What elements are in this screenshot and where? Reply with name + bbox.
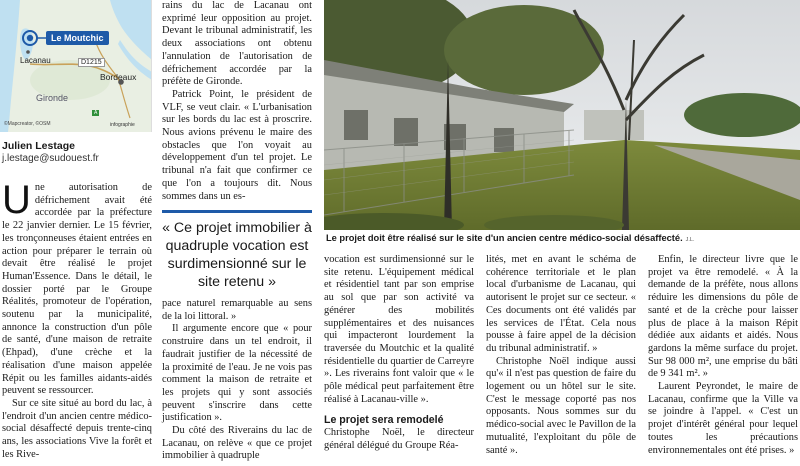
article-paragraph: Il argumente encore que « pour construire dans un tel endroit, il faudrait justifier de la nécessité de la proximité de l'eau. Je ne vois pas comment la maison de retraite et les projets qui y sont associés peuvent s'inscrire dans cette justification ». [162,323,312,424]
article-paragraph: vocation est surdimensionné sur le site retenu. L'équipement médical et résidentiel tant par son emprise au sol que par son activité va générer des mobilités supplémentaires et des nuisances qui impacteront lourdement la traversée du Moutchic et la qualité résidentielle du quartier de Carreyre ». Les riverains font valoir que « le pôle médical peut parfaitement être réalisé à Lacanau-ville ». [324,254,475,405]
article-paragraph: Patrick Point, le président de VLF, se veut clair. « L'urbanisation sur les bords du lac est à proscrire. Nous avions prévenu le maire des obstacles que l'on voyait au développement d'un tel projet. Le tribunal n'a fait que confirmer ce que l'on a toujours dit. Nous sommes dans un es- [162,88,312,202]
map-label-bordeaux: Bordeaux [100,72,137,82]
article-column-4 [486,254,636,457]
article-paragraph: Une autorisation de défrichement avait été accordée par la préfecture le 22 janvier dernier. Le 15 février, les tronçonneuses étaient entrées en action pour préparer le terrain où devait être réalisé le projet Human'Essence. Dans le détail, le dossier porté par le Groupe Réalités, promoteur de l'opération, soutenu par la municipalité, annonce la construction d'un pôle de santé, d'une maison de retraite (Ehpad), d'une crèche et la réalisation d'une maison appelée Répit ou les familles aidants-aidés peuvent se ressourcer. [2,178,152,397]
pull-quote-text: « Ce projet immobilier à quadruple vocation est surdimensionné sur le site retenu » [162,220,312,290]
caption-text: Le projet doit être réalisé sur le site d'un ancien centre médico-social désaffecté. [326,233,683,243]
section-subheading: Le projet sera remodelé [324,414,444,427]
article-column-3 [324,254,474,453]
map-credit: ©Mapcreator, ©OSM [4,121,51,127]
article-column-1 [2,178,152,461]
author-email: j.lestage@sudouest.fr [2,153,99,164]
photo-credit: J.L. [685,237,695,243]
article-paragraph: Christophe Noël, le directeur général délégué du Groupe Réa- [324,427,474,451]
article-paragraph: Du côté des Riverains du lac de Lacanau, on relève « que ce projet immobilier à quadruple [162,425,312,462]
pull-quote [162,210,312,291]
map-label-lacanau: Lacanau [20,56,51,65]
article-paragraph: lités, met en avant le schéma de cohérence territoriale et le plan local d'urbanisme de Lacanau, qui autorisent le projet sur ce secteur. « Ces documents ont été validés par les services de l'État. Cela nous pousse à faire appel de la décision du tribunal administratif. » [486,254,636,354]
drop-cap: U [2,178,31,222]
article-column-2 [162,0,312,203]
article-paragraph: pace naturel remarquable au sens de la loi littoral. » [162,298,312,322]
map-road-label: D1215 [78,58,105,67]
map-graphic [0,0,152,132]
photo-illustration [324,0,800,230]
map-label-gironde: Gironde [36,93,69,103]
article-paragraph: Christophe Noël indique aussi qu'« il n'est pas question de faire du logement ou un hôtel sur le site. C'est le message coporté pas nos opposants. Nous sommes sur du médico-social avec le Pavillon de la mutualité, l'exploitant du pôle de santé ». [486,355,636,456]
article-paragraph: Sur ce site situé au bord du lac, à l'endroit d'un ancien centre médico-social désaffecté depuis trente-cinq ans, les associations Vive la forêt et les Rive- [2,397,152,460]
article-paragraph: Enfin, le directeur livre que le projet va être remodelé. « À la demande de la préfète, nous allons réduire les dimensions du pôle de santé et de la crèche pour laisser plus de place à la maison Répit dédiée aux aidants et aidés. Nous gardons la même surface du projet. Sur 98 000 m², une emprise du bâti de 9 341 m². » [648,254,798,380]
photo-caption [326,233,796,243]
article-photo [324,0,800,230]
author-name: Julien Lestage [2,140,75,152]
article-paragraph: Laurent Peyrondet, le maire de Lacanau, confirme que la Ville va se joindre à l'appel. « C'est un projet d'intérêt général pour lequel toutes les précautions environnementales ont été prises. » [648,381,798,456]
map-label-moutchic: Le Moutchic [46,31,109,45]
article-paragraph: rains du lac de Lacanau ont exprimé leur opposition au projet. Devant le tribunal administratif, les deux associations ont obtenu l'annulation de l'autorisation de défrichement accordée par la préfète de Gironde. [162,0,312,88]
map-badge: A [94,110,98,116]
article-column-2-continued [162,298,312,463]
article-column-5 [648,254,798,457]
location-map [0,0,152,132]
byline [2,140,152,164]
map-logo: infographie [110,122,135,128]
